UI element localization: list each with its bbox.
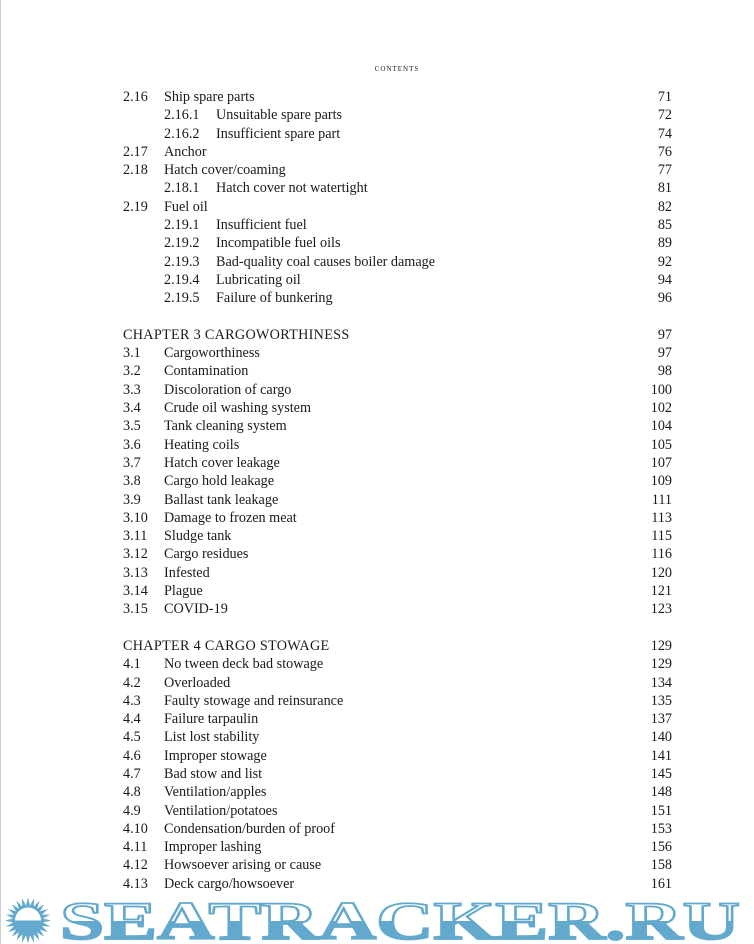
entry-page-number: 158 <box>650 857 672 874</box>
entry-page-number: 81 <box>657 180 672 197</box>
entry-title: Howsoever arising or cause <box>164 857 322 874</box>
entry-title: Infested <box>164 564 210 581</box>
toc-entry[interactable] <box>0 417 754 435</box>
entry-page-number: 134 <box>650 674 672 691</box>
entry-number: 3.10 <box>123 509 148 526</box>
entry-page-number: 74 <box>657 125 672 142</box>
sun-logo-icon <box>5 898 51 944</box>
entry-page-number: 97 <box>657 345 672 362</box>
entry-page-number: 120 <box>650 564 672 581</box>
entry-number: 2.19.2 <box>164 235 200 252</box>
entry-page-number: 104 <box>650 418 672 435</box>
entry-page-number: 115 <box>651 528 672 545</box>
entry-number: 2.19.1 <box>164 217 200 234</box>
entry-page-number: 94 <box>657 271 672 288</box>
entry-page-number: 116 <box>651 546 672 563</box>
entry-number: 2.16 <box>123 89 148 105</box>
entry-number: 4.6 <box>123 747 141 764</box>
entry-page-number: 111 <box>651 491 672 508</box>
entry-number: 2.19.3 <box>164 253 200 270</box>
entry-title: Crude oil washing system <box>164 400 311 417</box>
toc-entry[interactable] <box>0 454 754 472</box>
entry-page-number: 89 <box>657 235 672 252</box>
entry-number: 3.5 <box>123 418 141 435</box>
entry-number: 3.12 <box>123 546 148 563</box>
entry-title: Hatch cover/coaming <box>164 162 286 179</box>
entry-page-number: 121 <box>650 583 672 600</box>
entry-number: 2.19 <box>123 198 148 215</box>
entry-page-number: 77 <box>657 162 672 179</box>
entry-number: 4.4 <box>123 711 141 728</box>
entry-title: Incompatible fuel oils <box>216 235 341 252</box>
toc-entry[interactable] <box>0 234 754 252</box>
entry-number: 2.16.1 <box>164 107 200 124</box>
entry-title: List lost stability <box>164 729 260 746</box>
entry-page-number: 141 <box>650 747 672 764</box>
entry-title: Damage to frozen meat <box>164 509 297 526</box>
toc-entry[interactable] <box>0 545 754 563</box>
entry-title: Failure of bunkering <box>216 290 333 307</box>
entry-page-number: 161 <box>650 875 672 892</box>
toc-entry[interactable] <box>0 875 754 893</box>
table-of-contents <box>0 88 754 893</box>
entry-page-number: 135 <box>650 692 672 709</box>
toc-entry[interactable] <box>0 362 754 380</box>
entry-title: Hatch cover not watertight <box>216 180 368 197</box>
entry-title: CHAPTER 4 CARGO STOWAGE <box>123 637 330 654</box>
toc-entry[interactable] <box>0 674 754 692</box>
entry-title: Bad-quality coal causes boiler damage <box>216 253 436 270</box>
entry-page-number: 113 <box>651 509 672 526</box>
entry-title: Overloaded <box>164 674 231 691</box>
entry-page-number: 153 <box>650 820 672 837</box>
entry-title: Discoloration of cargo <box>164 381 292 398</box>
entry-page-number: 129 <box>650 656 672 673</box>
entry-page-number: 102 <box>650 400 672 417</box>
entry-title: Insufficient spare part <box>216 125 341 142</box>
entry-number: 4.5 <box>123 729 141 746</box>
toc-entry[interactable] <box>0 216 754 234</box>
watermark-text: SEATRACKER.RU <box>60 897 740 944</box>
toc-entry[interactable] <box>0 253 754 271</box>
entry-number: 4.13 <box>123 875 148 892</box>
entry-number: 2.18.1 <box>164 180 200 197</box>
toc-entry[interactable] <box>0 838 754 856</box>
entry-title: Heating coils <box>164 436 240 453</box>
toc-entry[interactable] <box>0 179 754 197</box>
entry-page-number: 82 <box>657 198 672 215</box>
entry-number: 4.9 <box>123 802 141 819</box>
toc-entry[interactable] <box>0 783 754 801</box>
toc-entry[interactable] <box>0 161 754 179</box>
entry-number: 4.7 <box>123 765 141 782</box>
entry-title: Ventilation/potatoes <box>164 802 278 819</box>
entry-title: Bad stow and list <box>164 765 263 782</box>
entry-title: Ship spare parts <box>164 89 255 105</box>
toc-entry[interactable] <box>0 710 754 728</box>
entry-title: Unsuitable spare parts <box>216 107 343 124</box>
entry-title: Improper lashing <box>164 839 262 856</box>
toc-entry[interactable] <box>0 692 754 710</box>
entry-number: 4.3 <box>123 692 141 709</box>
toc-entry[interactable] <box>0 344 754 362</box>
entry-page-number: 145 <box>650 765 672 782</box>
entry-number: 4.10 <box>123 820 148 837</box>
entry-page-number: 137 <box>650 711 672 728</box>
entry-title: Faulty stowage and reinsurance <box>164 692 344 709</box>
entry-page-number: 107 <box>650 454 672 471</box>
toc-entry[interactable] <box>0 600 754 618</box>
toc-chapter[interactable] <box>0 637 754 655</box>
toc-entry[interactable] <box>0 728 754 746</box>
toc-entry[interactable] <box>0 381 754 399</box>
entry-title: No tween deck bad stowage <box>164 656 324 673</box>
entry-title: Contamination <box>164 363 249 380</box>
toc-entry[interactable] <box>0 564 754 582</box>
entry-title: Tank cleaning system <box>164 418 287 435</box>
entry-number: 3.1 <box>123 345 141 362</box>
entry-page-number: 72 <box>657 107 672 124</box>
entry-number: 2.16.2 <box>164 125 200 142</box>
toc-entry[interactable] <box>0 765 754 783</box>
toc-chapter[interactable] <box>0 326 754 344</box>
toc-entry[interactable] <box>0 856 754 874</box>
entry-number: 2.17 <box>123 143 148 160</box>
entry-title: COVID-19 <box>164 601 228 618</box>
toc-entry[interactable] <box>0 472 754 490</box>
toc-entry[interactable] <box>0 820 754 838</box>
entry-title: Anchor <box>164 143 207 160</box>
entry-title: Insufficient fuel <box>216 217 307 234</box>
entry-number: 3.3 <box>123 381 141 398</box>
toc-entry[interactable] <box>0 143 754 161</box>
entry-page-number: 151 <box>650 802 672 819</box>
toc-entry[interactable] <box>0 289 754 307</box>
entry-page-number: 148 <box>650 784 672 801</box>
toc-entry[interactable] <box>0 125 754 143</box>
entry-number: 4.2 <box>123 674 141 691</box>
entry-number: 2.19.4 <box>164 271 200 288</box>
entry-number: 4.12 <box>123 857 148 874</box>
entry-title: Ballast tank leakage <box>164 491 279 508</box>
entry-page-number: 109 <box>650 473 672 490</box>
toc-entry[interactable] <box>0 271 754 289</box>
entry-number: 3.9 <box>123 491 141 508</box>
entry-title: Lubricating oil <box>216 271 301 288</box>
toc-entry[interactable] <box>0 747 754 765</box>
toc-entry[interactable] <box>0 655 754 673</box>
entry-page-number: 76 <box>657 143 672 160</box>
entry-title: Cargo residues <box>164 546 249 563</box>
entry-number: 3.6 <box>123 436 141 453</box>
entry-page-number: 96 <box>657 290 672 307</box>
toc-entry[interactable] <box>0 436 754 454</box>
entry-title: Plague <box>164 583 203 600</box>
entry-number: 3.11 <box>123 528 148 545</box>
entry-title: Failure tarpaulin <box>164 711 259 728</box>
entry-title: Sludge tank <box>164 528 232 545</box>
spacer <box>0 308 754 326</box>
entry-page-number: 92 <box>657 253 672 270</box>
entry-number: 3.15 <box>123 601 148 618</box>
entry-page-number: 98 <box>657 363 672 380</box>
entry-title: CHAPTER 3 CARGOWORTHINESS <box>123 326 350 343</box>
seatracker-watermark <box>0 897 754 944</box>
entry-number: 3.4 <box>123 400 141 417</box>
toc-entry[interactable] <box>0 802 754 820</box>
entry-page-number: 156 <box>650 839 672 856</box>
entry-title: Fuel oil <box>164 198 208 215</box>
toc-entry[interactable] <box>0 198 754 216</box>
entry-title: Cargoworthiness <box>164 345 260 362</box>
entry-page-number: 140 <box>650 729 672 746</box>
entry-page-number: 71 <box>657 89 672 105</box>
entry-number: 3.8 <box>123 473 141 490</box>
toc-entry[interactable] <box>0 509 754 527</box>
entry-page-number: 105 <box>650 436 672 453</box>
entry-title: Deck cargo/howsoever <box>164 875 295 892</box>
toc-entry[interactable] <box>0 491 754 509</box>
entry-page-number: 129 <box>650 637 672 654</box>
entry-title: Condensation/burden of proof <box>164 820 336 837</box>
entry-number: 4.8 <box>123 784 141 801</box>
entry-number: 3.2 <box>123 363 141 380</box>
entry-number: 2.19.5 <box>164 290 200 307</box>
spacer <box>0 619 754 637</box>
entry-number: 3.14 <box>123 583 148 600</box>
toc-entry[interactable] <box>0 106 754 124</box>
entry-page-number: 85 <box>657 217 672 234</box>
entry-title: Improper stowage <box>164 747 267 764</box>
toc-entry[interactable] <box>0 399 754 417</box>
entry-page-number: 123 <box>650 601 672 618</box>
entry-title: Hatch cover leakage <box>164 454 280 471</box>
entry-number: 3.13 <box>123 564 148 581</box>
entry-number: 3.7 <box>123 454 141 471</box>
entry-number: 4.11 <box>123 839 148 856</box>
toc-entry[interactable] <box>0 582 754 600</box>
entry-page-number: 100 <box>650 381 672 398</box>
entry-number: 4.1 <box>123 656 141 673</box>
toc-entry[interactable] <box>0 88 754 106</box>
running-header: contents <box>374 63 420 74</box>
entry-page-number: 97 <box>657 326 672 343</box>
entry-title: Cargo hold leakage <box>164 473 275 490</box>
entry-number: 2.18 <box>123 162 148 179</box>
entry-title: Ventilation/apples <box>164 784 267 801</box>
toc-entry[interactable] <box>0 527 754 545</box>
